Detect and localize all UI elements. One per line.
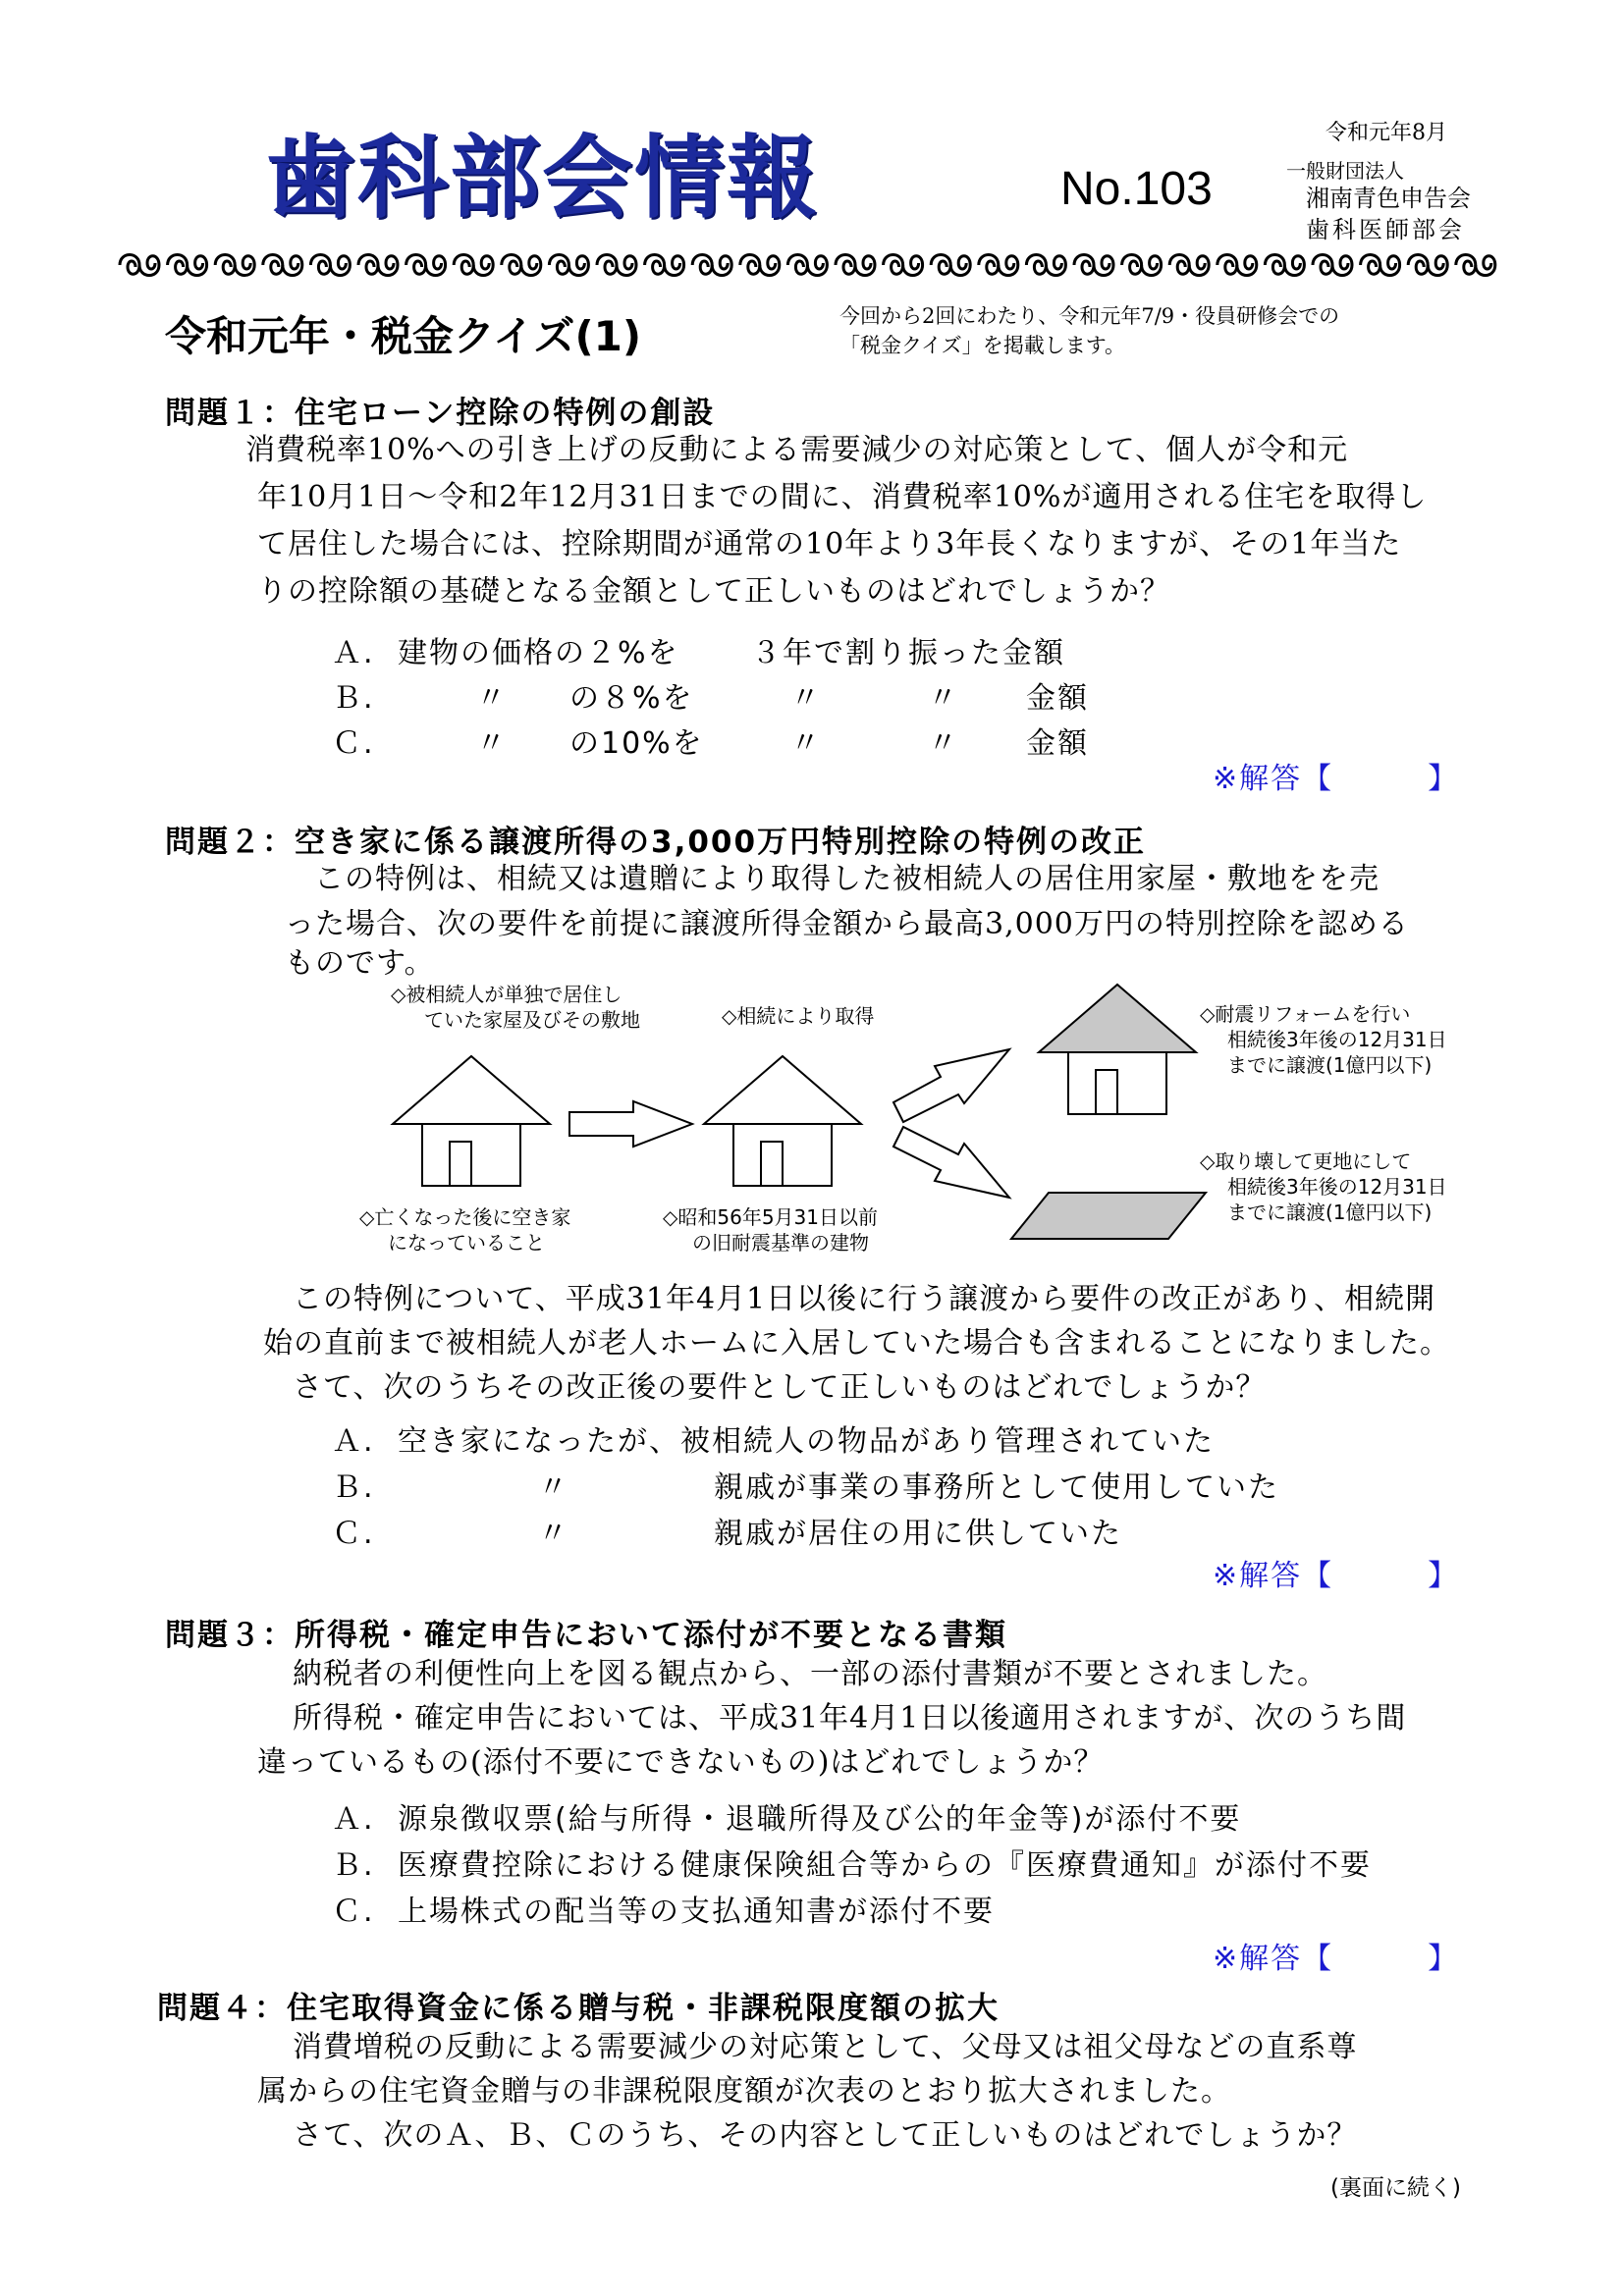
q1-option-a-text2: ３年で割り振った金額: [751, 636, 1065, 670]
q1-option-c-ditto3: 〃: [928, 726, 959, 761]
border-knot: [168, 255, 207, 276]
border-knot: [1408, 255, 1447, 276]
border-knot: [215, 255, 254, 276]
q1-option-c-text1: の10%を: [569, 726, 704, 761]
border-knot: [836, 255, 875, 276]
q2-option-b-text: 親戚が事業の事務所として使用していた: [714, 1470, 1279, 1505]
q1-line1: 消費税率10%への引き上げの反動による需要減少の対応策として、個人が令和元: [245, 433, 1349, 467]
q3-option-a-letter: Ａ.: [332, 1802, 375, 1837]
border-knot: [1313, 255, 1352, 276]
vacant-lot-icon: [1011, 1193, 1206, 1239]
q1-option-b-letter: Ｂ.: [332, 681, 375, 716]
border-knot: [406, 255, 446, 276]
q2-option-b-letter: Ｂ.: [332, 1470, 375, 1505]
q1-line3: て居住した場合には、控除期間が通常の10年より3年長くなりますが、その1年当た: [257, 527, 1402, 561]
quiz-note: [839, 301, 1429, 360]
border-knot: [502, 255, 541, 276]
diagram-upper-3: までに譲渡(1億円以下): [1227, 1053, 1433, 1077]
q3-line1: 納税者の利便性向上を図る観点から、一部の添付書類が不要とされました。: [293, 1657, 1327, 1691]
q3-option-c-text: 上場株式の配当等の支払通知書が添付不要: [398, 1895, 995, 1929]
diagram-house2-top: ◇相続により取得: [722, 1004, 875, 1028]
q3-option-b-letter: Ｂ.: [332, 1848, 375, 1883]
border-knot: [884, 255, 923, 276]
q1-option-c-ditto2: 〃: [790, 726, 822, 761]
q3-option-b-text: 医療費控除における健康保険組合等からの『医療費通知』が添付不要: [398, 1848, 1372, 1883]
q1-option-b-ditto3: 〃: [928, 681, 959, 716]
border-knot: [358, 255, 398, 276]
border-knot: [1265, 255, 1304, 276]
diagram-house2-bottom-1: ◇昭和56年5月31日以前: [663, 1205, 879, 1229]
house1-icon: [393, 1056, 550, 1186]
q1-line2: 年10月1日～令和2年12月31日までの間に、消費税率10%が適用される住宅を取得し: [257, 480, 1428, 514]
q1-option-a-text1: 建物の価格の２%を: [398, 636, 679, 670]
quiz-note-line1: 今回から2回にわたり、令和元年7/9・役員研修会での: [839, 304, 1340, 328]
q1-line4: りの控除額の基礎となる金額として正しいものはどれでしょうか？: [257, 574, 1170, 609]
diagram-upper-1: ◇耐震リフォームを行い: [1200, 1002, 1411, 1026]
diagram-house2-bottom-2: の旧耐震基準の建物: [692, 1231, 869, 1255]
q2-intro1: この特例は、相続又は遺贈により取得した被相続人の居住用家屋・敷地をを売: [314, 862, 1380, 896]
arrow-down-right-icon: [893, 1127, 1009, 1198]
q2-after3: さて、次のうちその改正後の要件として正しいものはどれでしょうか？: [293, 1370, 1267, 1405]
border-knot: [1169, 255, 1209, 276]
diagram-house1-bottom-2: になっていること: [388, 1231, 545, 1255]
diagram-lower-1: ◇取り壊して更地にして: [1200, 1149, 1412, 1173]
q4-heading: 問題４：住宅取得資金に係る贈与税・非課税限度額の拡大: [157, 1991, 1000, 2026]
renovated-house-icon: [1039, 985, 1196, 1114]
arrow-up-right-icon: [893, 1049, 1009, 1122]
border-knot: [979, 255, 1018, 276]
q4-line3: さて、次のＡ、Ｂ、Ｃのうち、その内容として正しいものはどれでしょうか？: [293, 2118, 1358, 2153]
q1-heading: 問題１：住宅ローン控除の特例の創設: [165, 396, 716, 431]
border-knot: [120, 255, 159, 276]
border-knot: [1361, 255, 1400, 276]
q3-line2: 所得税・確定申告においては、平成31年4月1日以後適用されますが、次のうち間: [293, 1701, 1407, 1735]
border-knot: [454, 255, 493, 276]
q4-line2: 属からの住宅資金贈与の非課税限度額が次表のとおり拡大されました。: [257, 2074, 1231, 2109]
q1-option-c-letter: Ｃ.: [332, 726, 375, 761]
q2-intro2: った場合、次の要件を前提に譲渡所得金額から最高3,000万円の特別控除を認める: [285, 907, 1409, 941]
q2-option-a-letter: Ａ.: [332, 1424, 375, 1459]
q2-after2: 始の直前まで被相続人が老人ホームに入居していた場合も含まれることになりました。: [263, 1326, 1450, 1361]
masthead-title: 歯科部会情報: [265, 126, 820, 231]
border-knot: [1074, 255, 1113, 276]
q1-option-b-ditto1: 〃: [476, 681, 508, 716]
q3-line3: 違っているもの(添付不要にできないもの)はどれでしょうか？: [257, 1745, 1105, 1780]
diagram-upper-2: 相続後3年後の12月31日: [1227, 1028, 1447, 1051]
q1-option-c-ditto1: 〃: [476, 726, 508, 761]
org-line2: 湘南青色申告会: [1306, 185, 1471, 212]
q2-option-c-letter: Ｃ.: [332, 1517, 375, 1551]
border-knot: [263, 255, 302, 276]
border-knot: [1456, 255, 1495, 276]
q1-answer: ※解答【 】: [1213, 762, 1460, 796]
q1-option-b-text2: 金額: [1026, 681, 1089, 716]
q2-heading: 問題２：空き家に係る譲渡所得の3,000万円特別控除の特例の改正: [165, 825, 1147, 860]
q1-option-c-text2: 金額: [1026, 726, 1089, 761]
arrow-right-icon: [569, 1101, 692, 1147]
border-knot: [740, 255, 780, 276]
org-line1: 一般財団法人: [1286, 159, 1404, 183]
border-knot: [1122, 255, 1162, 276]
q1-option-b-text1: の８%を: [569, 681, 694, 716]
diagram-house1-bottom-1: ◇亡くなった後に空き家: [359, 1205, 571, 1229]
quiz-title: 令和元年・税金クイズ(1): [165, 312, 642, 360]
diagram-house1-top-1: ◇被相続人が単独で居住し: [391, 983, 622, 1006]
q2-after1: この特例について、平成31年4月1日以後に行う譲渡から要件の改正があり、相続開: [293, 1282, 1436, 1316]
quiz-note-line2: 「税金クイズ」を掲載します。: [839, 334, 1126, 357]
diagram-house1-top-2: ていた家屋及びその敷地: [424, 1008, 640, 1032]
q3-answer: ※解答【 】: [1213, 1942, 1460, 1976]
continued-note: (裏面に続く): [1330, 2175, 1461, 2201]
decorative-border: [116, 245, 1510, 283]
q2-option-c-text: 親戚が居住の用に供していた: [714, 1517, 1122, 1551]
border-knot: [597, 255, 636, 276]
q2-option-b-ditto: 〃: [538, 1470, 569, 1505]
diagram-lower-3: までに譲渡(1億円以下): [1227, 1201, 1433, 1224]
q3-heading: 問題３：所得税・確定申告において添付が不要となる書類: [165, 1618, 1007, 1653]
q1-option-b-ditto2: 〃: [790, 681, 822, 716]
border-knot: [787, 255, 827, 276]
q2-answer: ※解答【 】: [1213, 1559, 1460, 1593]
issue-date: 令和元年8月: [1325, 121, 1447, 145]
issue-number: No.103: [1060, 163, 1213, 215]
q2-option-a-text: 空き家になったが、被相続人の物品があり管理されていた: [398, 1424, 1215, 1459]
q3-option-a-text: 源泉徴収票(給与所得・退職所得及び公的年金等)が添付不要: [398, 1802, 1242, 1837]
border-knot: [310, 255, 350, 276]
house2-icon: [704, 1056, 861, 1186]
q2-option-c-ditto: 〃: [538, 1517, 569, 1551]
border-knot: [692, 255, 731, 276]
border-knot: [645, 255, 684, 276]
border-knot: [1217, 255, 1257, 276]
q4-line1: 消費増税の反動による需要減少の対応策として、父母又は祖父母などの直系尊: [293, 2030, 1358, 2064]
border-knot: [931, 255, 970, 276]
diagram-lower-2: 相続後3年後の12月31日: [1227, 1175, 1447, 1199]
q3-option-c-letter: Ｃ.: [332, 1895, 375, 1929]
q1-option-a-letter: Ａ.: [332, 636, 375, 670]
border-knot: [1026, 255, 1065, 276]
org-line3: 歯科医師部会: [1306, 216, 1465, 243]
border-knot: [549, 255, 588, 276]
q2-intro3: ものです。: [285, 946, 435, 981]
